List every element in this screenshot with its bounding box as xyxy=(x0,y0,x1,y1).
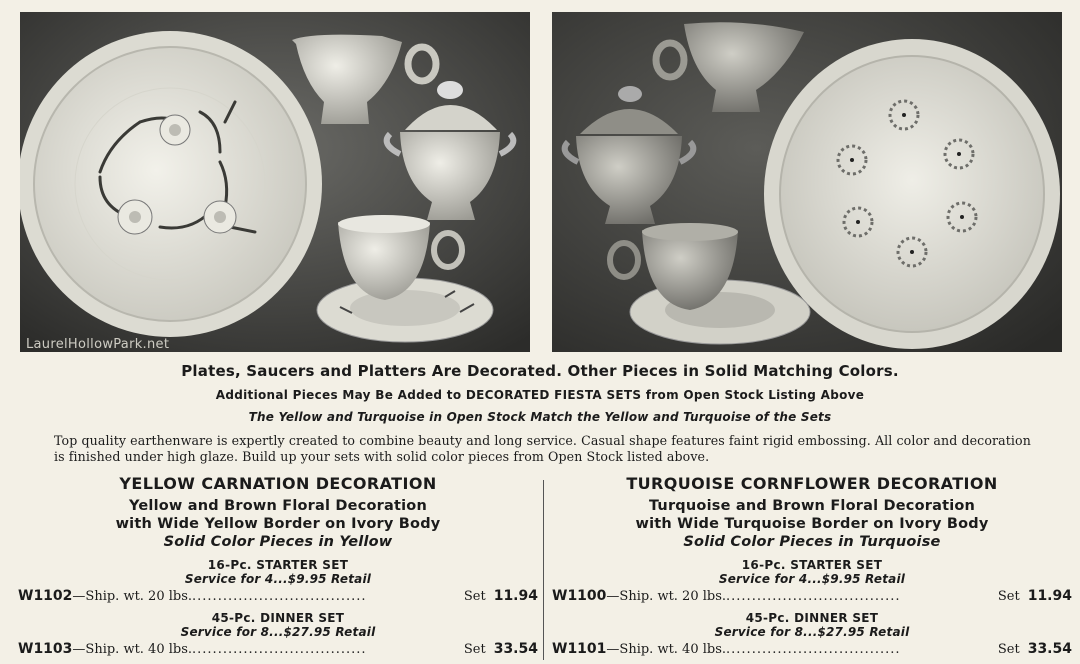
set-service: Service for 8...$27.95 Retail xyxy=(180,625,376,639)
color-match-note: The Yellow and Turquoise in Open Stock Match the Yellow and Turquoise of the Sets xyxy=(248,410,832,424)
price: 11.94 xyxy=(1027,588,1072,604)
item-code: W1100 xyxy=(552,588,607,604)
price: 33.54 xyxy=(1027,641,1072,657)
turquoise-cornflower-photo xyxy=(552,12,1062,352)
set-name: 16-Pc. STARTER SET xyxy=(207,558,349,572)
leader-dots: .................................. xyxy=(192,642,367,657)
price-row xyxy=(552,641,1072,657)
column-title: YELLOW CARNATION DECORATION xyxy=(119,474,437,493)
set-name: 45-Pc. DINNER SET xyxy=(211,611,345,625)
unit: Set xyxy=(997,642,1020,657)
yellow-carnation-column xyxy=(18,474,538,657)
column-divider xyxy=(543,480,544,660)
price: 33.54 xyxy=(493,641,538,657)
unit: Set xyxy=(463,589,486,604)
watermark-text: LaurelHollowPark.net xyxy=(26,337,170,352)
leader-dots: .................................. xyxy=(726,642,901,657)
ship-weight: —Ship. wt. 40 lbs. xyxy=(606,642,727,657)
leader-dots: .................................. xyxy=(192,589,367,604)
unit: Set xyxy=(463,642,486,657)
set-service: Service for 8...$27.95 Retail xyxy=(714,625,910,639)
price-row xyxy=(18,588,538,604)
set-name: 16-Pc. STARTER SET xyxy=(741,558,883,572)
subheadline: Additional Pieces May Be Added to DECORATED FIESTA SETS from Open Stock Listing Above xyxy=(215,388,865,402)
set-service: Service for 4...$9.95 Retail xyxy=(184,572,372,586)
decoration-line: Yellow and Brown Floral Decoration xyxy=(129,498,427,514)
solid-color-line: Solid Color Pieces in Yellow xyxy=(163,534,393,550)
solid-color-line: Solid Color Pieces in Turquoise xyxy=(683,534,941,550)
item-code: W1101 xyxy=(552,641,607,657)
ship-weight: —Ship. wt. 40 lbs. xyxy=(72,642,193,657)
set-service: Service for 4...$9.95 Retail xyxy=(718,572,906,586)
item-code: W1102 xyxy=(18,588,73,604)
border-line: with Wide Turquoise Border on Ivory Body xyxy=(635,516,989,532)
unit: Set xyxy=(997,589,1020,604)
set-name: 45-Pc. DINNER SET xyxy=(745,611,879,625)
product-description: Top quality earthenware is expertly created to combine beauty and long service. Casual shape features faint rigid embossing. All color and decoration is finished under high glaze. Build up your sets with solid color pieces from Open Stock listed above. xyxy=(54,433,1031,464)
decoration-line: Turquoise and Brown Floral Decoration xyxy=(648,498,976,514)
ship-weight: —Ship. wt. 20 lbs. xyxy=(72,589,193,604)
column-title: TURQUOISE CORNFLOWER DECORATION xyxy=(626,474,998,493)
yellow-carnation-photo xyxy=(20,12,530,352)
border-line: with Wide Yellow Border on Ivory Body xyxy=(115,516,441,532)
turquoise-cornflower-column xyxy=(552,474,1072,657)
leader-dots: .................................. xyxy=(726,589,901,604)
price: 11.94 xyxy=(493,588,538,604)
price-row xyxy=(18,641,538,657)
headline: Plates, Saucers and Platters Are Decorated. Other Pieces in Solid Matching Colors. xyxy=(181,362,899,380)
item-code: W1103 xyxy=(18,641,73,657)
price-row xyxy=(552,588,1072,604)
ship-weight: —Ship. wt. 20 lbs. xyxy=(606,589,727,604)
